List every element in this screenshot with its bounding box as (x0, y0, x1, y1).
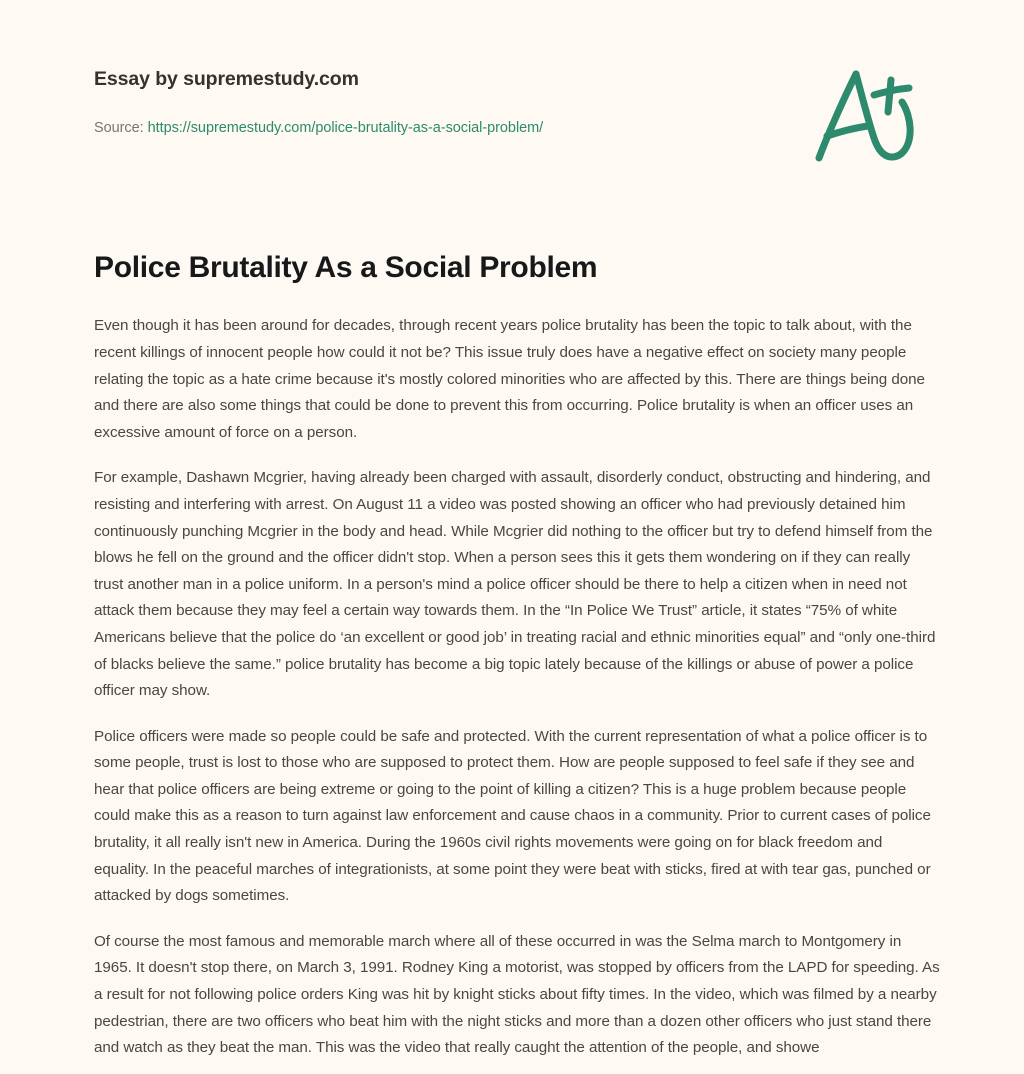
article-paragraph: Even though it has been around for decades, through recent years police brutality has been the topic to talk about, with the recent killings of innocent people how could it not be? This issue truly does have a negative effect on society many people relating the topic as a hate crime because it's mostly colored minorities who are affected by this. There are things being done and there are also some things that could be done to prevent this from occurring. Police brutality is when an officer uses an excessive amount of force on a person. (94, 317, 925, 441)
article-paragraph: Police officers were made so people could be safe and protected. With the current representation of what a police officer is to some people, trust is lost to those who are supposed to protect them. How are people supposed to feel safe if they see and hear that police officers are being extreme or going to the point of killing a citizen? This is a huge problem because people could make this as a reason to turn against law enforcement and cause chaos in a community. Prior to current cases of police brutality, it all really isn't new in America. During the 1960s civil rights movements were going on for black freedom and equality. In the peaceful marches of integrationists, at some point they were beat with sticks, fired at with tear gas, punched or attacked by dogs sometimes. (94, 727, 931, 905)
source-label: Source: (94, 120, 144, 136)
page-header (0, 0, 1024, 200)
byline: Essay by supremestudy.com (94, 68, 359, 90)
source-url-link[interactable]: https://supremestudy.com/police-brutality-as-a-social-problem/ (147, 120, 544, 136)
source-line (94, 120, 543, 136)
article-paragraph: Of course the most famous and memorable march where all of these occurred in was the Selma march to Montgomery in 1965. It doesn't stop there, on March 3, 1991. Rodney King a motorist, was stopped by officers from the LAPD for speeding. As a result for not following police orders King was hit by knight sticks about fifty times. In the video, which was filmed by a nearby pedestrian, there are two officers who beat him with the night sticks and more than a dozen other officers who just stand there and watch as they beat the man. This was the video that really caught the attention of the people, and showe (94, 932, 940, 1057)
article (94, 250, 940, 1062)
page-title: Police Brutality As a Social Problem (94, 251, 598, 284)
article-body (94, 313, 940, 1061)
article-paragraph: For example, Dashawn Mcgrier, having already been charged with assault, disorderly conduct, obstructing and hindering, and resisting and interfering with arrest. On August 11 a video was posted showing an officer who had previously detained him continuously punching Mcgrier in the body and head. While Mcgrier did nothing to the officer but try to defend himself from the blows he fell on the ground and the officer didn't stop. When a person sees this it gets them wondering on if they can really trust another man in a police uniform. In a person's mind a police officer should be there to help a citizen when in need not attack them because they may feel a certain way towards them. In the “In Police We Trust” article, it states “75% of white Americans believe that the police do ‘an excellent or good job’ in treating racial and ethnic minorities equal” and “only one-third of blacks believe the same.” police brutality has become a big topic lately because of the killings or abuse of power a police officer may show. (94, 469, 936, 700)
a-plus-logo-icon (806, 58, 924, 170)
